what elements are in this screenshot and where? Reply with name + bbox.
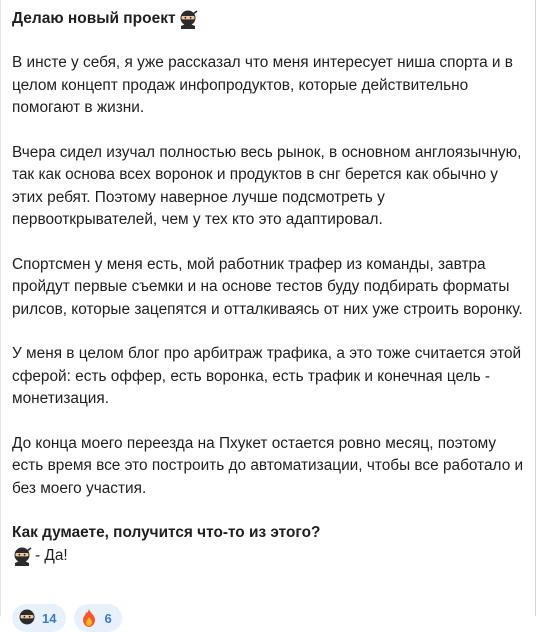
reaction-count: 14 [42, 610, 57, 626]
post-title-row [12, 8, 525, 30]
post-question: Как думаете, получится что-то из этого? [12, 524, 321, 541]
ninja-icon [178, 9, 198, 29]
post-paragraph-4: У меня в целом блог про арбитраж трафика, а это тоже считается этой сферой: есть оффер, есть воронка, есть трафик и конечная цель - монетизация. [12, 345, 522, 407]
reaction-ninja[interactable] [12, 604, 66, 632]
reactions-bar [12, 604, 122, 632]
fire-icon [78, 607, 100, 629]
post-paragraph-2: Вчера сидел изучал полностью весь рынок, в основном англоязычную, так как основа всех воронок и продуктов в снг берется как обычно у этих ребят. Поэтому наверное лучше подсмотреть у первооткрывателей, чем у тех кто это адаптировал. [12, 143, 522, 228]
post-answer-row [12, 544, 525, 568]
post-paragraph-1: В инсте у себя, я уже рассказал что меня интересует ниша спорта и в целом концепт продаж инфопродуктов, которые действительно помогают в жизни. [12, 54, 513, 116]
post-paragraph-3: Спортсмен у меня есть, мой работник трафер из команды, завтра пройдут первые съемки и на основе тестов буду подбирать форматы рилсов, которые зацепятся и отталкиваясь от них уже строить воронку. [12, 255, 523, 318]
post-answer: - Да! [35, 547, 68, 564]
ninja-icon [16, 607, 38, 629]
reaction-fire[interactable] [74, 604, 121, 632]
ninja-icon [12, 546, 32, 566]
post-title: Делаю новый проект [12, 10, 176, 27]
post-paragraph-5: До конца моего переезда на Пхукет остается ровно месяц, поэтому есть время все это построить до автоматизации, чтобы все работало и без моего участия. [12, 434, 524, 497]
reaction-count: 6 [104, 610, 112, 626]
